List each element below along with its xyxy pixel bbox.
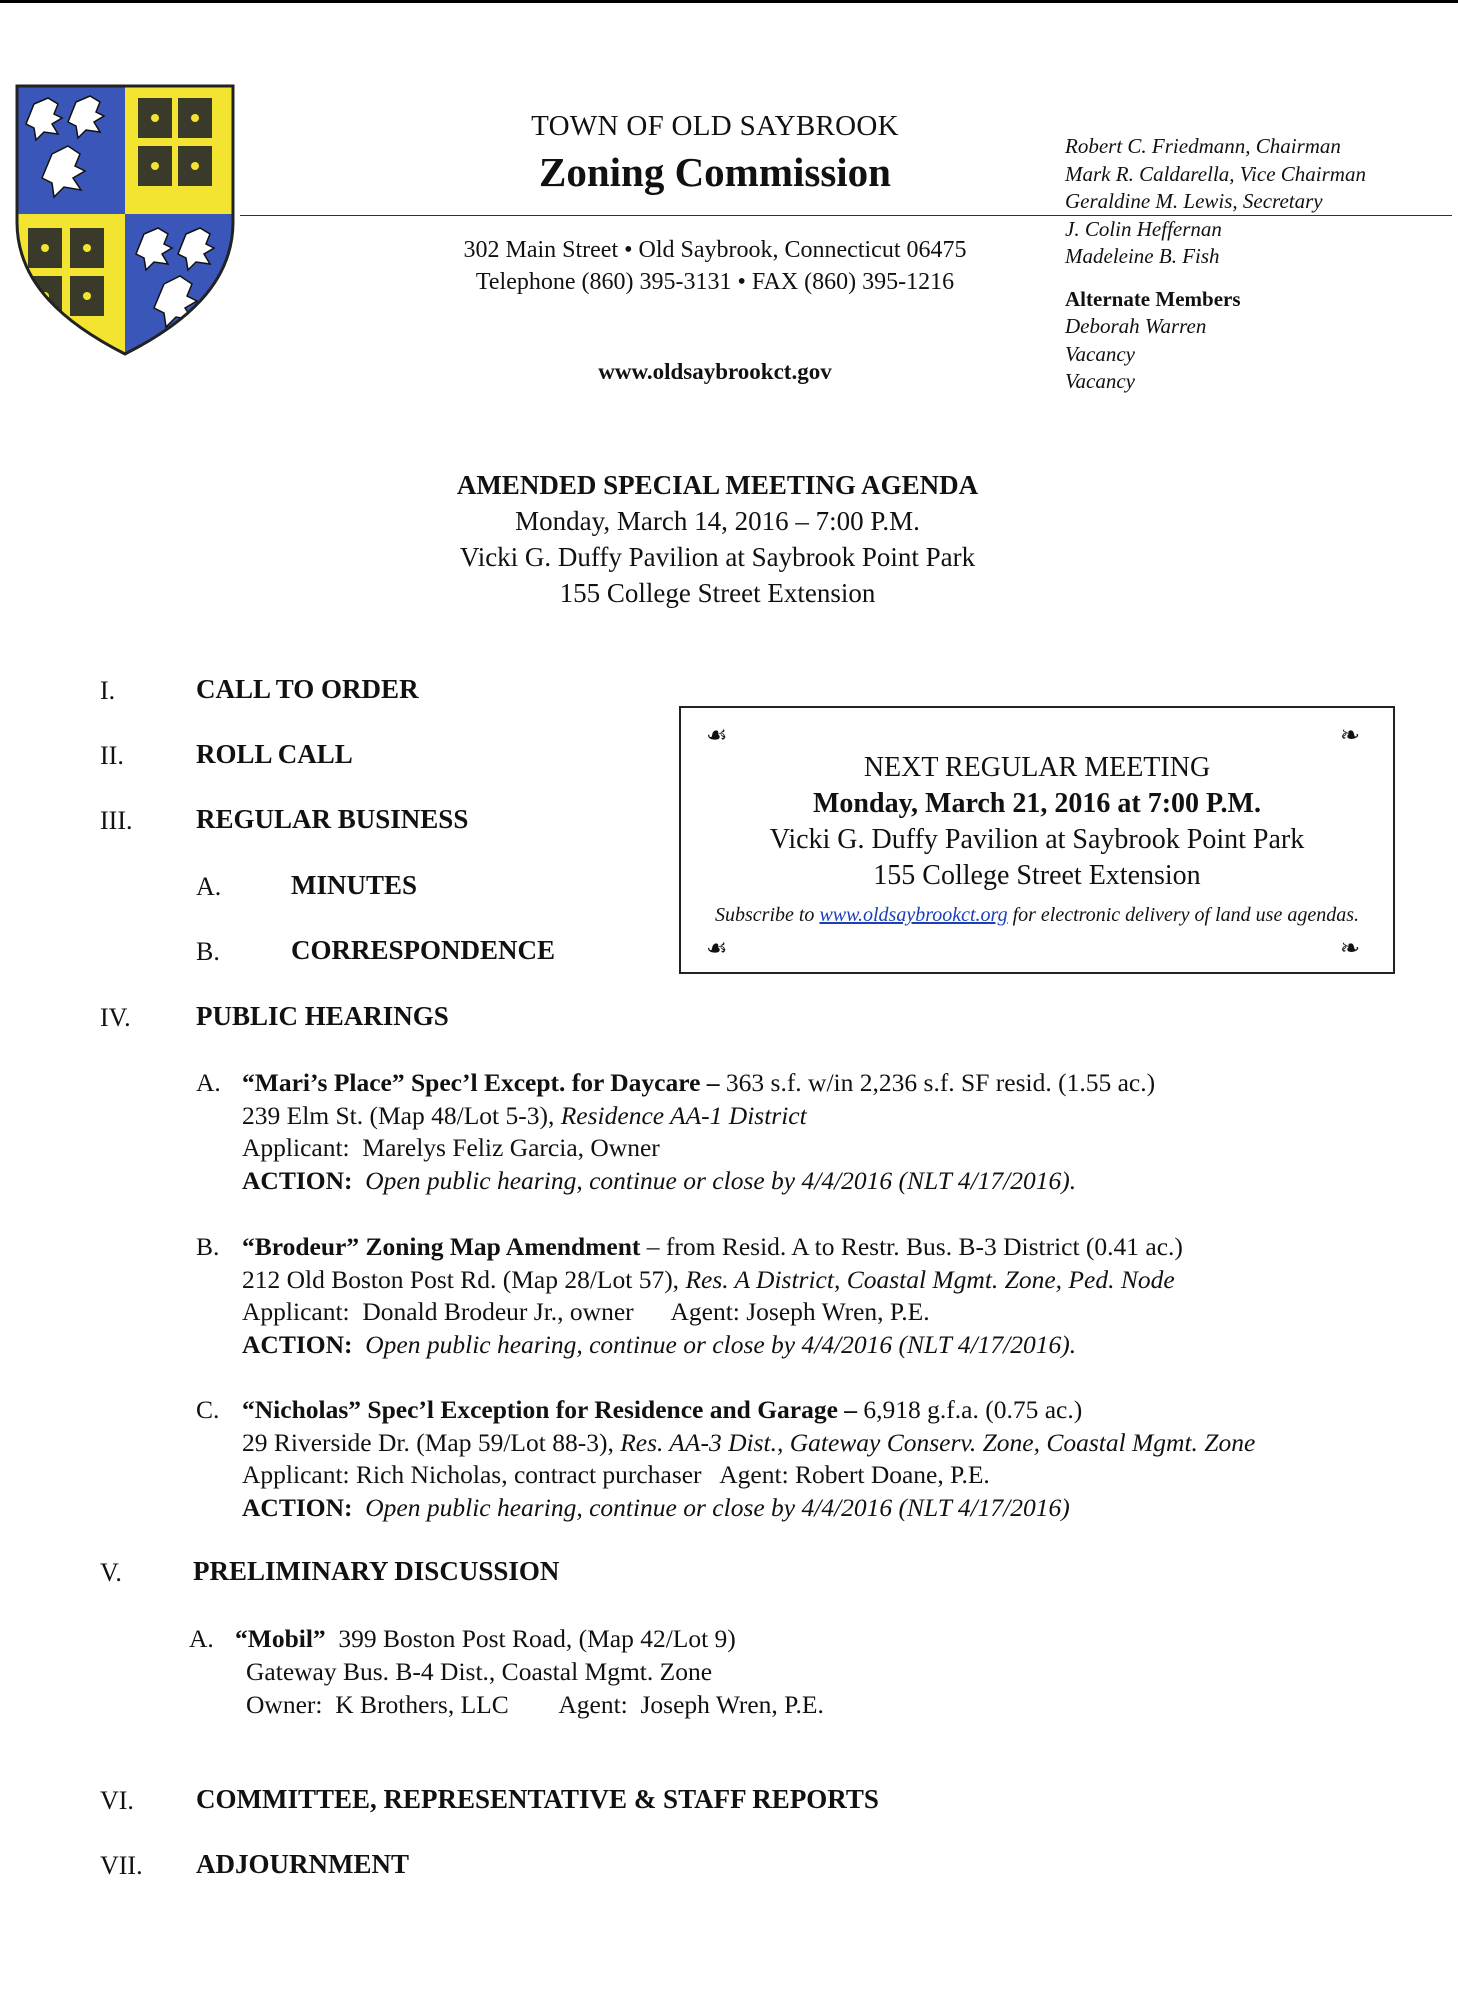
hearing-district: Res. AA-3 Dist., Gateway Conserv. Zone, Coastal Mgmt. Zone	[620, 1427, 1256, 1457]
subscribe-note	[681, 904, 1393, 927]
commission-name: Zoning Commission	[538, 149, 891, 195]
section-number: III.	[100, 806, 133, 835]
member-name: Mark R. Caldarella, Vice Chairman	[1065, 161, 1366, 186]
hearing-item	[242, 1394, 1392, 1524]
hearing-title: “Mari’s Place” Spec’l Except. for Daycare –	[242, 1068, 720, 1097]
next-meeting-details	[681, 750, 1393, 894]
ornament-left-icon: ☙	[706, 723, 728, 749]
action-text: Open public hearing, continue or close by 4/4/2016 (NLT 4/17/2016)	[352, 1492, 1070, 1522]
ornament-right-icon: ❧	[1340, 936, 1361, 962]
hearing-letter: B.	[196, 1232, 220, 1261]
hearing-letter: A.	[196, 1068, 221, 1097]
hearing-location: 239 Elm St. (Map 48/Lot 5-3),	[242, 1100, 561, 1130]
member-name: J. Colin Heffernan	[1065, 216, 1222, 241]
hearing-location: 212 Old Boston Post Rd. (Map 28/Lot 57),	[242, 1264, 686, 1294]
section-number: VII.	[100, 1851, 143, 1880]
hearing-applicant: Applicant: Marelys Feliz Garcia, Owner	[242, 1133, 660, 1162]
contact-block	[400, 234, 1030, 298]
hearing-letter: C.	[196, 1395, 220, 1424]
action-label: ACTION:	[242, 1329, 353, 1359]
alternate-name: Vacancy	[1065, 341, 1135, 366]
agenda-title: AMENDED SPECIAL MEETING AGENDA	[456, 470, 979, 500]
agenda-heading	[360, 467, 1075, 611]
hearing-description: 363 s.f. w/in 2,236 s.f. SF resid. (1.55 ac.)	[719, 1068, 1156, 1097]
hearing-description: 6,918 g.f.a. (0.75 ac.)	[857, 1395, 1083, 1424]
hearing-applicant: Applicant: Rich Nicholas, contract purchaser Agent: Robert Doane, P.E.	[242, 1460, 990, 1489]
hearing-district: Residence AA-1 District	[560, 1100, 807, 1130]
next-meeting-heading: NEXT REGULAR MEETING	[863, 752, 1211, 783]
section-number: IV.	[100, 1003, 131, 1032]
member-name: Robert C. Friedmann, Chairman	[1065, 134, 1341, 158]
website-url[interactable]: www.oldsaybrookct.gov	[598, 359, 832, 384]
street-address: 302 Main Street • Old Saybrook, Connecticut 06475	[463, 237, 967, 263]
section-title: COMMITTEE, REPRESENTATIVE & STAFF REPORTS	[196, 1784, 879, 1814]
section-title: PRELIMINARY DISCUSSION	[193, 1556, 560, 1586]
top-border	[0, 0, 1458, 3]
section-title: REGULAR BUSINESS	[196, 804, 469, 834]
alternate-members-heading: Alternate Members	[1065, 286, 1241, 311]
hearing-description: – from Resid. A to Restr. Bus. B-3 District (0.41 ac.)	[640, 1232, 1183, 1261]
next-meeting-date: Monday, March 21, 2016 at 7:00 P.M.	[813, 788, 1261, 819]
subscribe-suffix: for electronic delivery of land use agendas.	[1012, 904, 1359, 926]
agenda-date: Monday, March 14, 2016 – 7:00 P.M.	[515, 506, 920, 536]
discussion-owner: Owner: K Brothers, LLC Agent: Joseph Wren, P.E.	[246, 1690, 824, 1719]
hearing-applicant: Applicant: Donald Brodeur Jr., owner Agent: Joseph Wren, P.E.	[242, 1297, 930, 1326]
next-meeting-street: 155 College Street Extension	[873, 860, 1201, 891]
ornament-left-icon: ☙	[706, 936, 728, 962]
subsection-letter: B.	[196, 937, 220, 966]
action-text: Open public hearing, continue or close by 4/4/2016 (NLT 4/17/2016).	[352, 1165, 1077, 1195]
town-crest-logo	[14, 84, 236, 356]
hearing-item	[242, 1231, 1392, 1361]
agenda-venue: Vicki G. Duffy Pavilion at Saybrook Point Park	[459, 542, 976, 572]
discussion-description: 399 Boston Post Road, (Map 42/Lot 9)	[325, 1624, 736, 1653]
member-name: Geraldine M. Lewis, Secretary	[1065, 189, 1323, 213]
agenda-street: 155 College Street Extension	[559, 578, 876, 608]
discussion-title: “Mobil”	[235, 1624, 326, 1653]
next-meeting-venue: Vicki G. Duffy Pavilion at Saybrook Point Park	[769, 824, 1305, 855]
action-label: ACTION:	[242, 1165, 353, 1195]
section-title: PUBLIC HEARINGS	[196, 1001, 449, 1031]
ornament-right-icon: ❧	[1340, 723, 1361, 749]
section-number: V.	[100, 1558, 122, 1587]
section-title: ROLL CALL	[196, 739, 353, 769]
action-text: Open public hearing, continue or close by 4/4/2016 (NLT 4/17/2016).	[352, 1329, 1077, 1359]
subsection-letter: A.	[196, 872, 222, 901]
member-list	[1065, 133, 1455, 396]
alternate-name: Deborah Warren	[1065, 314, 1207, 338]
section-number: II.	[100, 741, 124, 770]
hearing-item	[242, 1067, 1392, 1197]
subsection-title: CORRESPONDENCE	[291, 935, 556, 965]
discussion-district: Gateway Bus. B-4 Dist., Coastal Mgmt. Zone	[246, 1657, 713, 1686]
discussion-letter: A.	[189, 1624, 214, 1653]
member-name: Madeleine B. Fish	[1065, 244, 1220, 268]
hearing-title: “Nicholas” Spec’l Exception for Residence and Garage –	[242, 1395, 858, 1424]
action-label: ACTION:	[242, 1492, 353, 1522]
section-number: I.	[100, 676, 116, 705]
subscribe-prefix: Subscribe to	[715, 904, 815, 926]
section-title: CALL TO ORDER	[196, 674, 419, 704]
section-title: ADJOURNMENT	[196, 1849, 409, 1879]
hearing-location: 29 Riverside Dr. (Map 59/Lot 88-3),	[242, 1427, 621, 1457]
alternate-name: Vacancy	[1065, 369, 1135, 393]
hearing-district: Res. A District, Coastal Mgmt. Zone, Ped. Node	[685, 1264, 1175, 1294]
hearing-title: “Brodeur” Zoning Map Amendment	[242, 1232, 641, 1261]
subsection-title: MINUTES	[291, 870, 418, 900]
discussion-line	[235, 1623, 736, 1656]
subscribe-link[interactable]: www.oldsaybrookct.org	[819, 904, 1008, 926]
town-name: TOWN OF OLD SAYBROOK	[531, 110, 899, 142]
phone-fax: Telephone (860) 395-3131 • FAX (860) 395-1216	[475, 269, 955, 295]
section-number: VI.	[100, 1786, 134, 1815]
